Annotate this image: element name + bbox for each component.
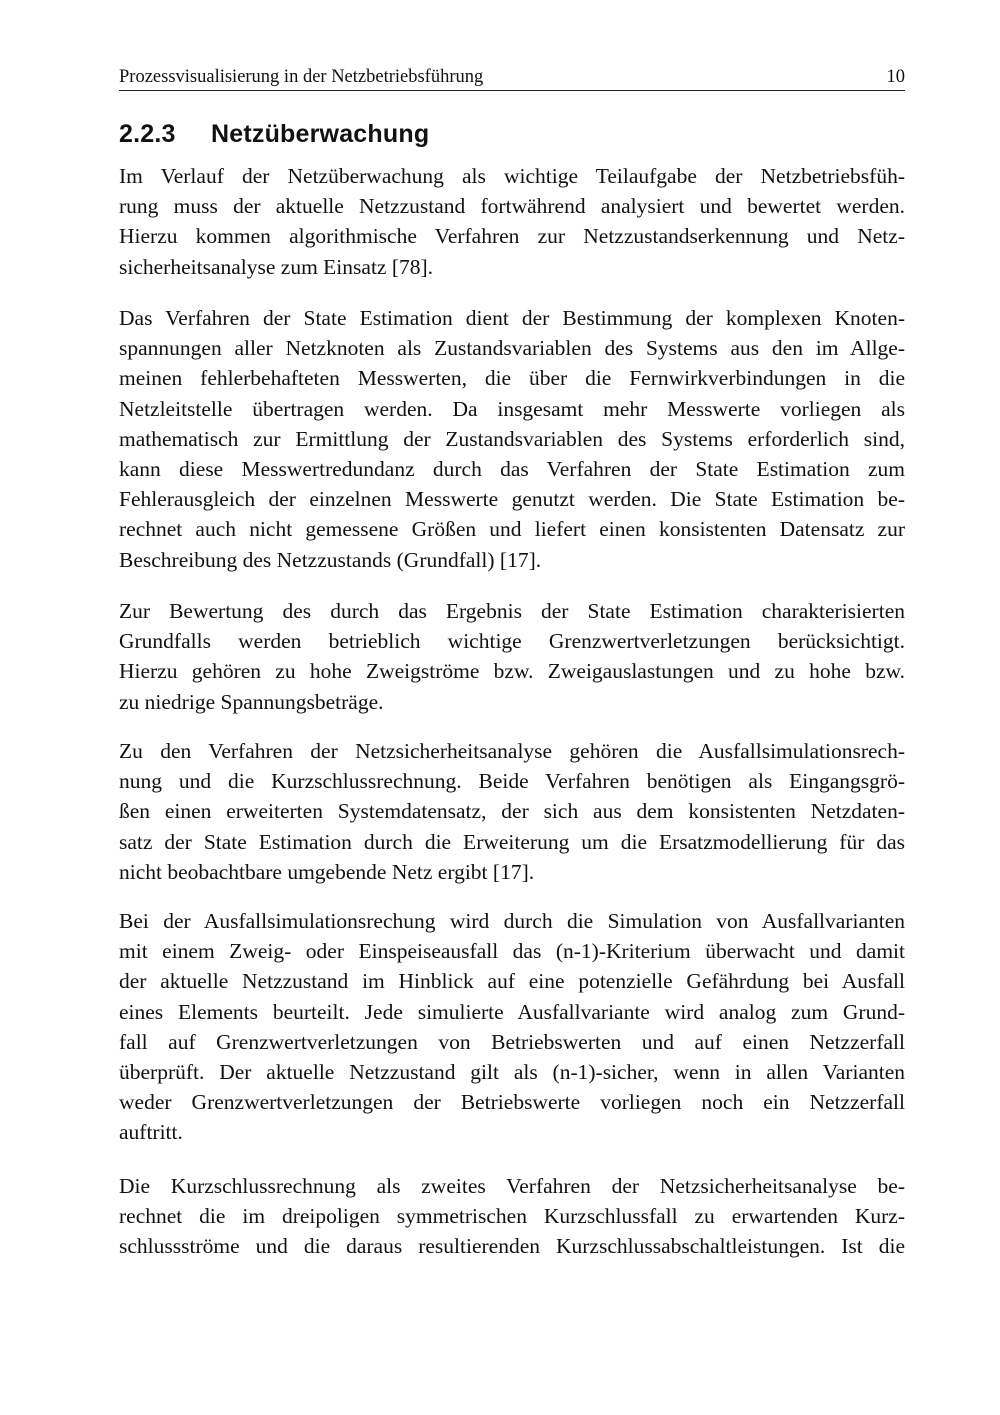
text-line: kann diese Messwertredundanz durch das Verfahren der State Estimation zum	[119, 456, 905, 481]
section-heading	[119, 116, 429, 152]
text-line: meinen fehlerbehafteten Messwerten, die über die Fernwirkverbindungen in die	[119, 366, 905, 391]
text-line: spannungen aller Netzknoten als Zustandsvariablen des Systems aus den im Allge-	[119, 336, 905, 361]
paragraph	[119, 596, 905, 717]
text-line: Fehlerausgleich der einzelnen Messwerte genutzt werden. Die State Estimation be-	[119, 487, 905, 512]
text-line: Bei der Ausfallsimulationsrechung wird durch die Simulation von Ausfallvarianten	[119, 909, 905, 933]
section-title: Netzüberwachung	[211, 120, 430, 148]
text-line: rechnet auch nicht gemessene Größen und liefert einen konsistenten Datensatz zur	[119, 517, 905, 542]
text-line: nicht beobachtbare umgebende Netz ergibt [17].	[119, 859, 535, 884]
paragraph	[119, 1171, 905, 1262]
text-line: nung und die Kurzschlussrechnung. Beide Verfahren benötigen als Eingangsgrö-	[119, 769, 905, 794]
text-line: ßen einen erweiterten Systemdatensatz, der sich aus dem konsistenten Netzdaten-	[119, 799, 905, 824]
text-line: der aktuelle Netzzustand im Hinblick auf eine potenzielle Gefährdung bei Ausfall	[119, 969, 905, 994]
page-number: 10	[886, 67, 905, 87]
paragraph	[119, 736, 905, 887]
text-line: Zur Bewertung des durch das Ergebnis der State Estimation charakterisierten	[119, 599, 905, 623]
text-line: Beschreibung des Netzzustands (Grundfall) [17].	[119, 547, 542, 572]
text-line: Zu den Verfahren der Netzsicherheitsanalyse gehören die Ausfallsimulationsrech-	[119, 739, 905, 763]
text-line: mathematisch zur Ermittlung der Zustandsvariablen des Systems erforderlich sind,	[119, 426, 905, 451]
text-line: Grundfalls werden betrieblich wichtige Grenzwertverletzungen berücksichtigt.	[119, 629, 905, 654]
text-line: Im Verlauf der Netzüberwachung als wichtige Teilaufgabe der Netzbetriebsfüh-	[119, 164, 905, 188]
text-line: Die Kurzschlussrechnung als zweites Verfahren der Netzsicherheitsanalyse be-	[119, 1174, 905, 1198]
text-line: Hierzu kommen algorithmische Verfahren zur Netzzustandserkennung und Netz-	[119, 224, 905, 249]
text-line: mit einem Zweig- oder Einspeiseausfall das (n-1)-Kriterium überwacht und damit	[119, 939, 905, 964]
text-line: weder Grenzwertverletzungen der Betriebswerte vorliegen noch ein Netzzerfall	[119, 1090, 905, 1115]
text-line: eines Elements beurteilt. Jede simulierte Ausfallvariante wird analog zum Grund-	[119, 999, 905, 1024]
text-line: rechnet die im dreipoligen symmetrischen Kurzschlussfall zu erwartenden Kurz-	[119, 1204, 905, 1229]
text-line: rung muss der aktuelle Netzzustand fortwährend analysiert und bewertet werden.	[119, 194, 905, 219]
section-number: 2.2.3	[119, 120, 176, 148]
paragraph	[119, 303, 905, 575]
paragraph	[119, 906, 905, 1148]
running-header	[119, 66, 905, 91]
text-line: Netzleitstelle übertragen werden. Da insgesamt mehr Messwerte vorliegen als	[119, 396, 905, 421]
text-line: fall auf Grenzwertverletzungen von Betriebswerten und auf einen Netzzerfall	[119, 1029, 905, 1054]
text-line: sicherheitsanalyse zum Einsatz [78].	[119, 254, 434, 279]
text-line: Das Verfahren der State Estimation dient der Bestimmung der komplexen Knoten-	[119, 306, 905, 330]
text-line: überprüft. Der aktuelle Netzzustand gilt als (n-1)-sicher, wenn in allen Varianten	[119, 1059, 905, 1084]
text-line: auftritt.	[119, 1120, 183, 1145]
text-line: Hierzu gehören zu hohe Zweigströme bzw. Zweigauslastungen und zu hohe bzw.	[119, 659, 905, 684]
running-title: Prozessvisualisierung in der Netzbetriebsführung	[119, 67, 484, 87]
text-line: zu niedrige Spannungsbeträge.	[119, 689, 384, 714]
paragraph	[119, 161, 905, 282]
text-line: satz der State Estimation durch die Erweiterung um die Ersatzmodellierung für das	[119, 829, 905, 854]
text-line: schlussströme und die daraus resultierenden Kurzschlussabschaltleistungen. Ist die	[119, 1234, 905, 1259]
